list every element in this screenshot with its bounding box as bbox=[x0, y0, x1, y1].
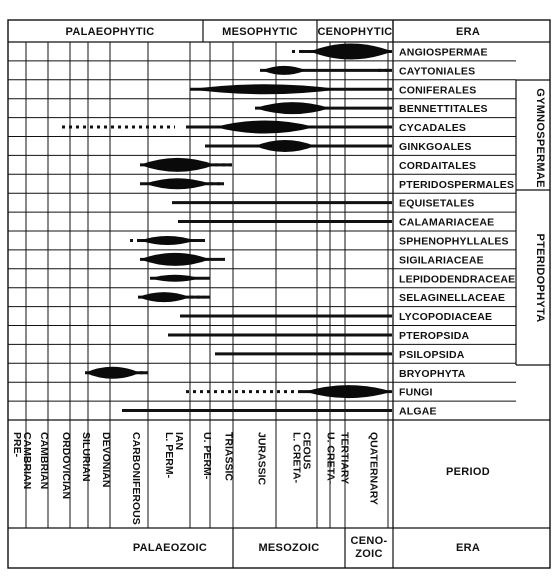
period-label-9: JURASSIC bbox=[255, 432, 268, 486]
taxon-label: ALGAE bbox=[399, 405, 437, 418]
range-mark bbox=[62, 121, 392, 134]
era-cenozoic-2: ZOIC bbox=[355, 548, 383, 560]
period-label-6: IAN bbox=[173, 432, 185, 451]
abundance-lens bbox=[255, 102, 330, 114]
range-mark bbox=[150, 275, 210, 282]
period-label-0: PRE- bbox=[11, 432, 23, 458]
header-palaeophytic: PALAEOPHYTIC bbox=[65, 26, 155, 38]
taxon-label: CAYTONIALES bbox=[399, 65, 476, 78]
taxon-label: GINKGOALES bbox=[399, 140, 472, 153]
period-label-8: TRIASSIC bbox=[222, 432, 235, 482]
period-label-7: U. PERM- bbox=[201, 432, 213, 480]
abundance-lens bbox=[262, 66, 306, 75]
era-label: ERA bbox=[455, 542, 481, 554]
range-mark bbox=[85, 367, 148, 379]
taxon-label: SPHENOPHYLLALES bbox=[399, 235, 509, 248]
taxon-label: LEPIDODENDRACEAE bbox=[399, 273, 516, 286]
range-mark bbox=[255, 102, 392, 114]
period-label-0: CAMBRIAN bbox=[21, 432, 33, 490]
taxon-label: BENNETTITALES bbox=[399, 103, 488, 116]
taxon-label: FUNGI bbox=[399, 386, 433, 399]
abundance-lens bbox=[305, 385, 392, 398]
abundance-lens bbox=[215, 121, 315, 134]
abundance-lens bbox=[255, 140, 315, 152]
taxon-label: LYCOPODIACEAE bbox=[399, 311, 493, 324]
taxon-label: EQUISETALES bbox=[399, 197, 475, 210]
abundance-lens bbox=[85, 367, 140, 379]
taxon-label: CYCADALES bbox=[399, 122, 467, 135]
period-label: PERIOD bbox=[446, 466, 490, 478]
range-mark bbox=[140, 158, 232, 172]
range-mark bbox=[190, 84, 392, 94]
range-mark bbox=[130, 236, 205, 245]
era-mesozoic: MESOZOIC bbox=[258, 542, 320, 554]
period-label-12: TERTIARY bbox=[338, 432, 351, 485]
period-label-1: CAMBRIAN bbox=[38, 432, 50, 490]
taxon-label: BRYOPHYTA bbox=[399, 367, 466, 380]
taxon-labels bbox=[399, 46, 515, 417]
taxon-label: PTEROPSIDA bbox=[399, 329, 470, 342]
range-mark bbox=[186, 385, 392, 398]
taxon-label: CALAMARIACEAE bbox=[399, 216, 495, 229]
taxon-label: SIGILARIACEAE bbox=[399, 254, 484, 267]
range-mark bbox=[292, 43, 392, 59]
taxon-label: CONIFERALES bbox=[399, 84, 477, 97]
taxon-label: SELAGINELLACEAE bbox=[399, 292, 506, 305]
period-label-10: CEOUS bbox=[300, 432, 313, 470]
era-cenozoic-1: CENO- bbox=[350, 535, 388, 547]
abundance-lens bbox=[310, 43, 392, 59]
group-pteridophyta: PTERIDOPHYTA bbox=[534, 233, 546, 323]
period-label-2: ORDOVICIAN bbox=[60, 432, 72, 500]
taxon-label: PSILOPSIDA bbox=[399, 348, 465, 361]
period-label-6: L. PERM- bbox=[163, 432, 175, 479]
range-mark bbox=[140, 253, 225, 266]
abundance-lens bbox=[138, 292, 190, 302]
header-mesophytic: MESOPHYTIC bbox=[222, 26, 298, 38]
abundance-lens bbox=[145, 178, 210, 189]
abundance-lens bbox=[150, 275, 200, 282]
header-row bbox=[8, 20, 550, 42]
header-era: ERA bbox=[455, 26, 481, 38]
header-cenophytic: CENOPHYTIC bbox=[317, 26, 393, 38]
period-label-10: L. CRETA- bbox=[290, 432, 303, 484]
range-mark bbox=[140, 178, 224, 189]
taxon-label: PTERIDOSPERMALES bbox=[399, 178, 515, 191]
range-mark bbox=[138, 292, 210, 302]
period-label-3: SILURIAN bbox=[80, 432, 92, 482]
period-label-4: DEVONIAN bbox=[100, 432, 112, 488]
abundance-lens bbox=[140, 253, 210, 266]
period-label-11: U. CRETA- bbox=[324, 432, 337, 485]
era-palaeozoic: PALAEOZOIC bbox=[132, 542, 208, 554]
taxon-label: CORDAITALES bbox=[399, 159, 477, 172]
abundance-lens bbox=[140, 158, 215, 172]
taxon-label: ANGIOSPERMAE bbox=[399, 46, 488, 59]
range-mark bbox=[260, 66, 392, 75]
group-brackets bbox=[516, 80, 550, 365]
period-label-5: CARBONIFEROUS bbox=[130, 432, 142, 525]
period-columns bbox=[11, 432, 380, 525]
group-gymnospermae: GYMNOSPERMAE bbox=[534, 88, 546, 188]
period-label-13: QUATERNARY bbox=[367, 432, 380, 505]
